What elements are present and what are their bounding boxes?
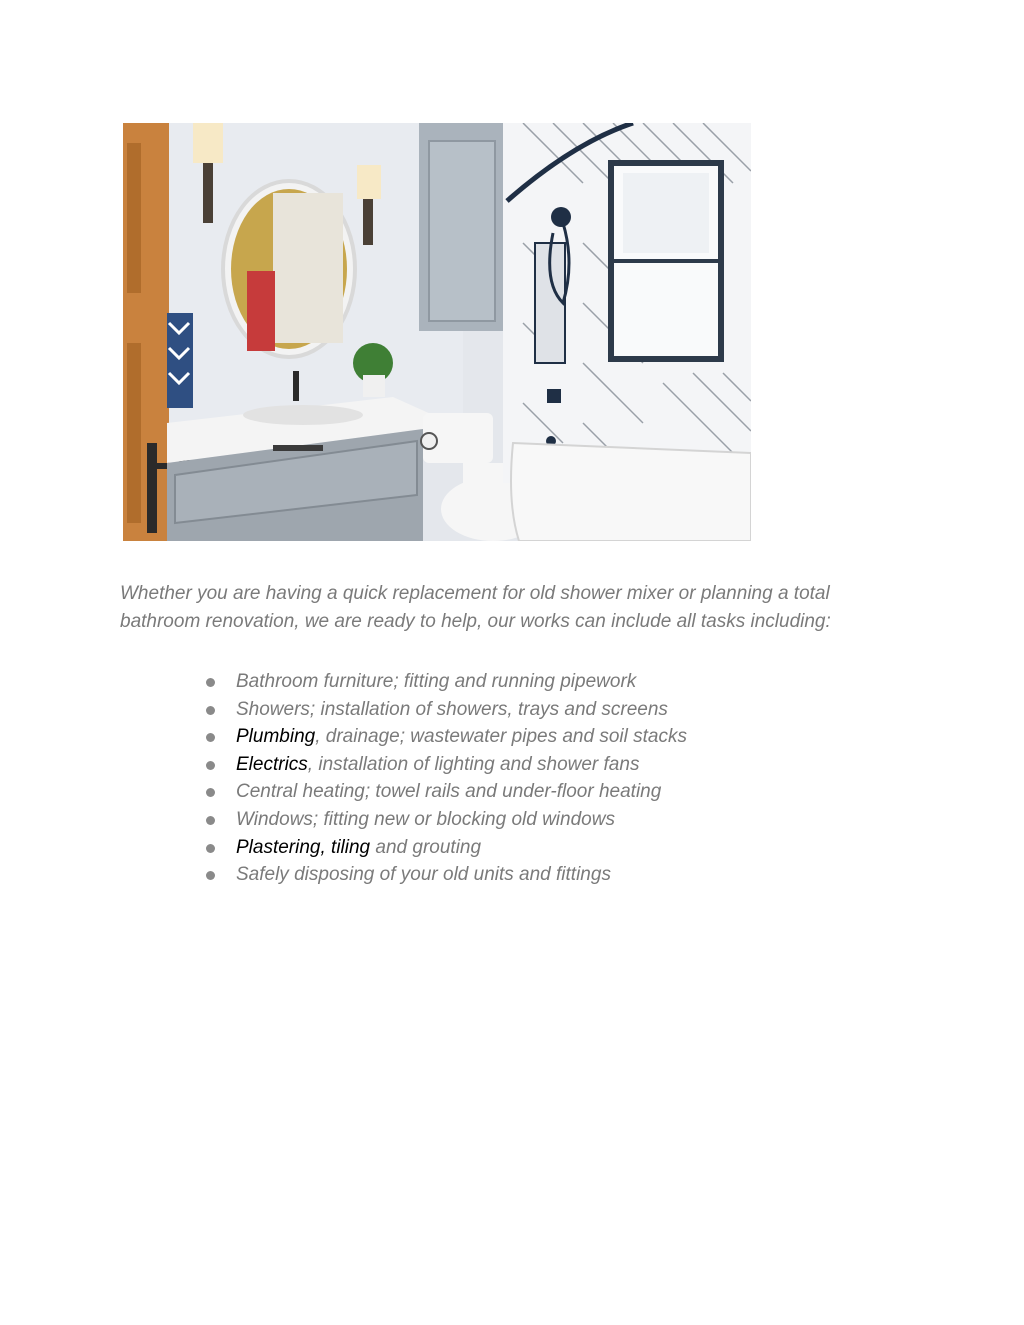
list-item xyxy=(236,723,687,751)
bathroom-illustration xyxy=(123,123,751,541)
towel xyxy=(167,313,193,408)
wall-sconce-left xyxy=(193,123,223,163)
shower-head xyxy=(551,207,571,227)
list-item xyxy=(236,751,687,779)
list-item-text: Showers; installation of showers, trays and screens xyxy=(236,698,668,720)
bullet-icon xyxy=(206,816,215,825)
bullet-icon xyxy=(206,761,215,770)
list-item-text: Bathroom furniture; fitting and running pipework xyxy=(236,671,637,692)
shower-valve xyxy=(547,389,561,403)
task-list xyxy=(236,668,687,889)
wall-sconce-right xyxy=(357,165,381,199)
bullet-icon xyxy=(206,733,215,742)
bullet-icon xyxy=(206,706,215,715)
list-item xyxy=(236,668,687,696)
list-item-text: Central heating; towel rails and under-floor heating xyxy=(236,781,662,803)
plumbing-link[interactable]: Plumbing xyxy=(236,726,316,748)
list-item-text: and grouting xyxy=(370,836,482,858)
faucet xyxy=(293,371,299,401)
bullet-icon xyxy=(206,844,215,853)
list-item xyxy=(236,696,687,724)
list-item-text: Safely disposing of your old units and fittings xyxy=(236,864,611,886)
toilet-paper xyxy=(421,433,437,449)
list-item xyxy=(236,778,687,806)
bathroom-photo xyxy=(123,123,751,541)
bullet-icon xyxy=(206,678,215,687)
list-item xyxy=(236,834,687,862)
list-item-text: Windows; fitting new or blocking old windows xyxy=(236,808,615,830)
bullet-icon xyxy=(206,871,215,880)
bathtub xyxy=(511,443,751,541)
electrics-link[interactable]: Electrics xyxy=(236,753,308,775)
intro-paragraph: Whether you are having a quick replacement for old shower mixer or planning a total bathroom renovation, we are ready to help, our works can include all tasks including: xyxy=(120,583,831,632)
list-item xyxy=(236,861,687,889)
list-item-text: , installation of lighting and shower fans xyxy=(307,753,640,775)
list-item-text: , drainage; wastewater pipes and soil stacks xyxy=(315,726,687,748)
plastering-tiling-link[interactable]: Plastering, tiling xyxy=(236,836,371,858)
bullet-icon xyxy=(206,788,215,797)
list-item xyxy=(236,806,687,834)
